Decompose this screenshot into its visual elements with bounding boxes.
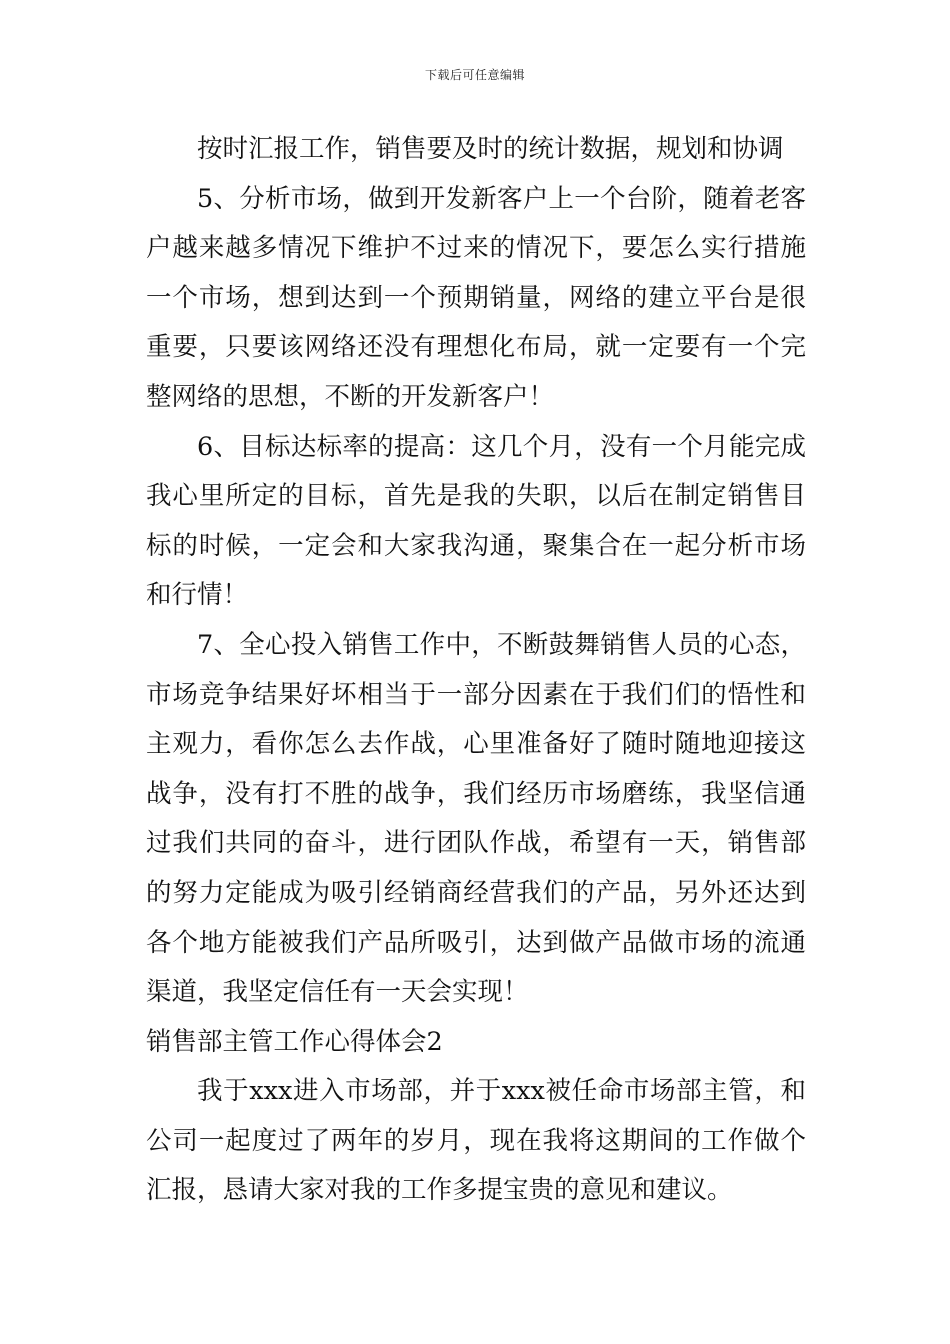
paragraph-item-6: 6、目标达标率的提高：这几个月，没有一个月能完成我心里所定的目标，首先是我的失职，以后在制定销售目标的时候，一定会和大家我沟通，聚集合在一起分析市场和行情！ <box>146 431 806 611</box>
document-body <box>146 125 806 1216</box>
section-paragraph: 我于xxx进入市场部，并于xxx被任命市场部主管，和公司一起度过了两年的岁月，现在我将这期间的工作做个汇报，恳请大家对我的工作多提宝贵的意见和建议。 <box>146 1076 806 1206</box>
section-heading: 销售部主管工作心得体会2 <box>146 1026 443 1057</box>
paragraph-item-7: 7、全心投入销售工作中，不断鼓舞销售人员的心态，市场竞争结果好坏相当于一部分因素在于我们们的悟性和主观力，看你怎么去作战，心里准备好了随时随地迎接这战争，没有打不胜的战争，我们经历市场磨练，我坚信通过我们共同的奋斗，进行团队作战，希望有一天，销售部的努力定能成为吸引经销商经营我们的产品，另外还达到各个地方能被我们产品所吸引，达到做产品做市场的流通渠道，我坚定信任有一天会实现！ <box>146 629 806 1008</box>
paragraph-item-5: 5、分析市场，做到开发新客户上一个台阶，随着老客户越来越多情况下维护不过来的情况下，要怎么实行措施一个市场，想到达到一个预期销量，网络的建立平台是很重要，只要该网络还没有理想化布局，就一定要有一个完整网络的思想，不断的开发新客户！ <box>146 183 806 412</box>
page-header-note: 下载后可任意编辑 <box>424 68 525 82</box>
paragraph-continued: 按时汇报工作，销售要及时的统计数据，规划和协调 <box>197 134 784 164</box>
